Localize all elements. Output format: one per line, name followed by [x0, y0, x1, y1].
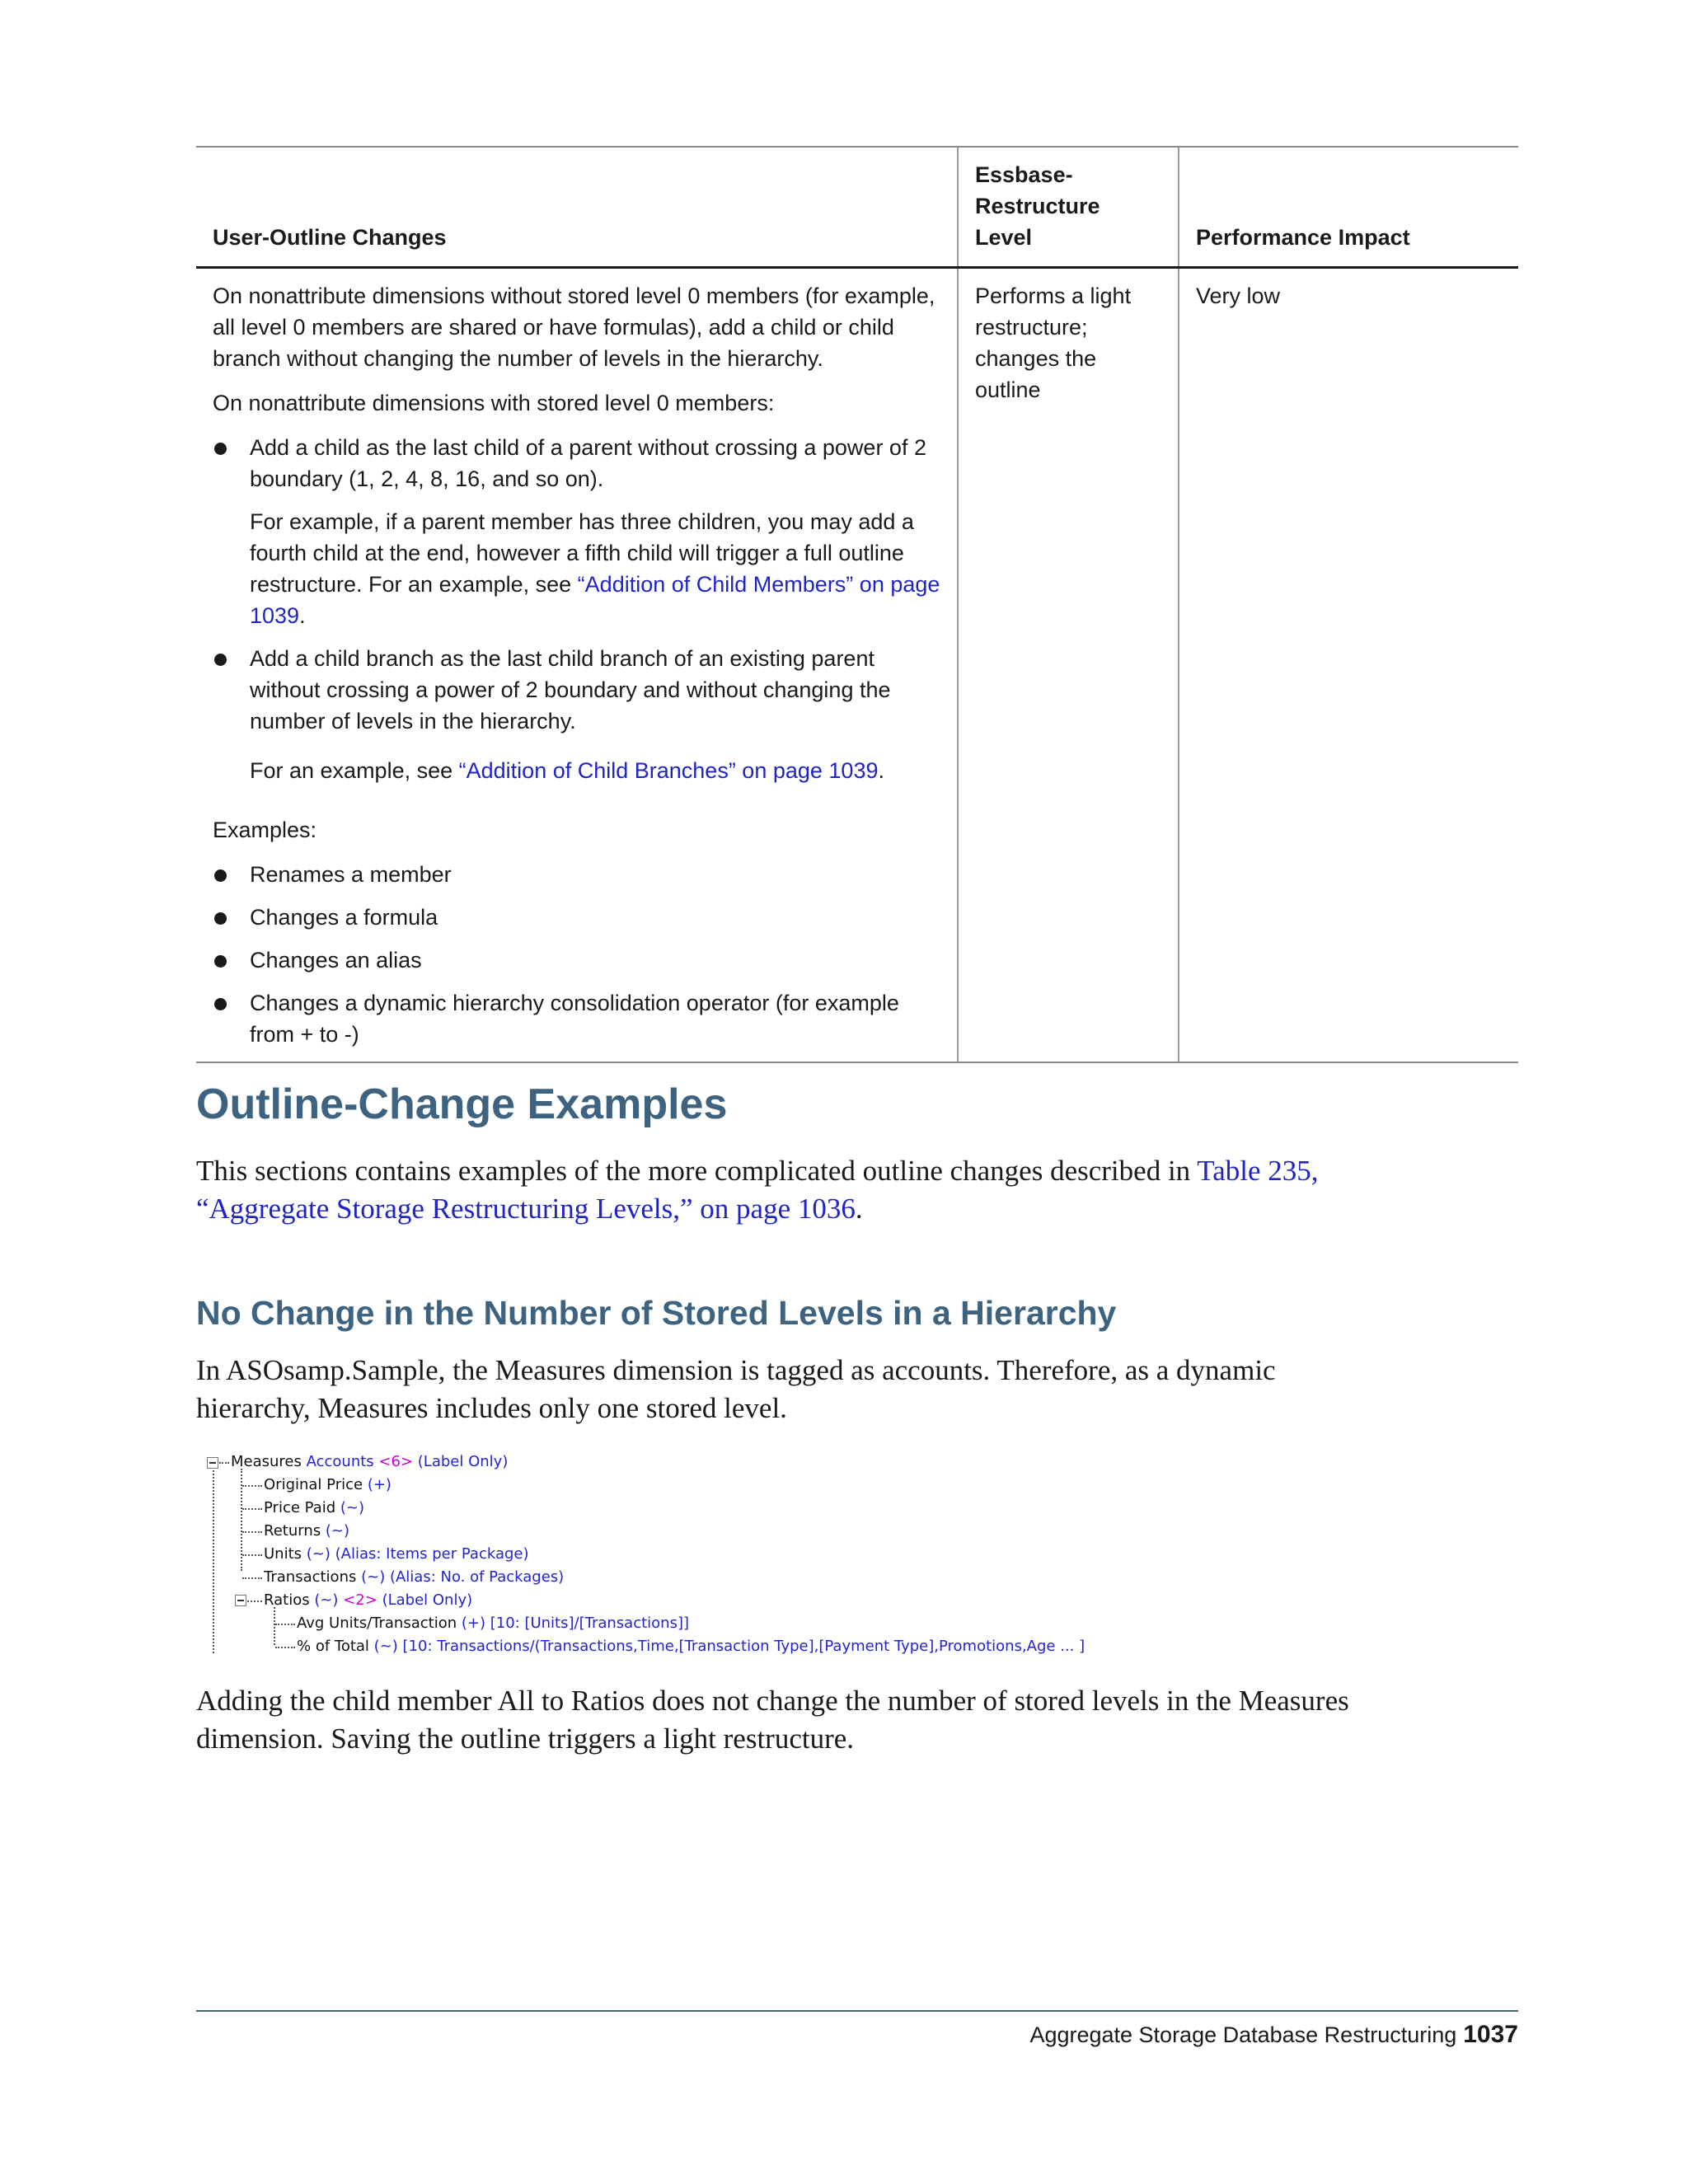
cell-paragraph: On nonattribute dimensions with stored level 0 members:	[213, 391, 775, 415]
member-op: (~)	[314, 1591, 339, 1609]
list-item: Changes a dynamic hierarchy consolidation operator (for example from + to -)	[213, 987, 942, 1050]
list-item	[213, 643, 942, 786]
outline-root[interactable]	[231, 1451, 508, 1474]
outline-tree	[201, 1451, 1190, 1661]
examples-label: Examples:	[213, 818, 317, 842]
link-addition-child-branches[interactable]: “Addition of Child Branches” on page 1039	[458, 758, 879, 783]
header-user-outline-changes: User-Outline Changes	[196, 147, 958, 268]
member-label: (Label Only)	[382, 1591, 473, 1609]
member-op: (~)	[373, 1638, 398, 1655]
outline-item-pct-of-total[interactable]	[297, 1635, 1085, 1658]
member-op: (~)	[325, 1522, 349, 1540]
member-name: Transactions	[264, 1568, 357, 1586]
outline-item-ratios[interactable]	[264, 1589, 472, 1612]
collapse-box-icon[interactable]	[235, 1595, 246, 1606]
footer-title: Aggregate Storage Database Restructuring	[1029, 2022, 1457, 2047]
subtext-lead: For example, if a parent member has three children, you may add a fourth child at the end, however a fifth child will trigger a full outline restructure. For an example, see	[250, 509, 914, 597]
list-item: Renames a member	[213, 859, 942, 890]
section-paragraph: This sections contains examples of the more complicated outline changes described in Table 235, “Aggregate Storage Restructuring Levels,” on page 1036.	[196, 1155, 1319, 1225]
outline-item-price-paid[interactable]	[264, 1497, 364, 1520]
page-number: 1037	[1463, 2021, 1518, 2048]
outline-item-returns[interactable]	[264, 1520, 349, 1543]
link-addition-child-members[interactable]: “Addition of Child Members” on page 1039	[250, 572, 940, 628]
header-performance-impact: Performance Impact	[1179, 147, 1518, 268]
member-op: (~)	[340, 1499, 365, 1516]
member-name: Units	[264, 1545, 302, 1563]
closing-paragraph: Adding the child member All to Ratios does not change the number of stored levels in the Measures dimension. Saving the outline triggers a light restructure.	[196, 1685, 1349, 1755]
outline-item-units[interactable]	[264, 1543, 529, 1566]
member-alias: (Alias: No. of Packages)	[389, 1568, 565, 1586]
member-label: (Label Only)	[417, 1453, 509, 1470]
section-paragraph-lead: This sections contains examples of the more complicated outline changes described in	[196, 1155, 1198, 1187]
outline-item-original-price[interactable]	[264, 1474, 392, 1497]
bullet-text: Add a child branch as the last child branch of an existing parent without crossing a power of 2 boundary and without changing the number of levels in the hierarchy.	[250, 646, 891, 733]
bullet-text: Add a child as the last child of a parent without crossing a power of 2 boundary (1, 2, 4, 8, 16, and so on).	[250, 435, 926, 491]
subsection-title: No Change in the Number of Stored Levels in a Hierarchy	[196, 1294, 1117, 1332]
member-name: Original Price	[264, 1476, 363, 1493]
bullet-list	[213, 432, 942, 786]
restructure-table	[196, 146, 1518, 1063]
member-op: (~)	[361, 1568, 386, 1586]
header-restructure-level: Essbase- Restructure Level	[958, 147, 1179, 268]
cell-changes	[196, 268, 958, 1063]
subtext-lead: For an example, see	[250, 758, 459, 783]
collapse-box-icon[interactable]	[207, 1457, 218, 1469]
bullet-subtext: For an example, see “Addition of Child Branches” on page 1039.	[250, 758, 884, 783]
list-item: Changes a formula	[213, 902, 942, 933]
member-name: Price Paid	[264, 1499, 336, 1516]
subsection-paragraph: In ASOsamp.Sample, the Measures dimension is tagged as accounts. Therefore, as a dynamic hierarchy, Measures includes only one stored level.	[196, 1354, 1276, 1424]
page-footer	[1029, 2021, 1518, 2049]
member-formula: [10: Transactions/(Transactions,Time,[Transaction Type],[Payment Type],Promotions,Age ... ]	[402, 1638, 1085, 1655]
table-row	[196, 268, 1518, 1063]
member-alias: (Alias: Items per Package)	[335, 1545, 529, 1563]
list-item: Changes an alias	[213, 944, 942, 976]
member-name: Avg Units/Transaction	[297, 1615, 457, 1632]
examples-list	[213, 859, 942, 1050]
member-op: (+)	[461, 1615, 485, 1632]
outline-item-avg-units[interactable]	[297, 1612, 689, 1635]
member-tag: Accounts	[306, 1453, 374, 1470]
member-count: <2>	[343, 1591, 377, 1609]
member-name: Returns	[264, 1522, 321, 1540]
list-item	[213, 432, 942, 631]
outline-item-transactions[interactable]	[264, 1566, 564, 1589]
member-name: Ratios	[264, 1591, 310, 1609]
cell-paragraph: On nonattribute dimensions without stored level 0 members (for example, all level 0 members are shared or have formulas), add a child or child branch without changing the number of levels in the hierarchy.	[213, 284, 935, 371]
cell-impact: Very low	[1179, 268, 1518, 1063]
section-title: Outline-Change Examples	[196, 1080, 728, 1128]
member-count: <6>	[378, 1453, 414, 1470]
cell-level: Performs a light restructure; changes the outline	[958, 268, 1179, 1063]
member-op: (+)	[367, 1476, 392, 1493]
footer-divider	[196, 2010, 1518, 2012]
bullet-subtext: For example, if a parent member has three children, you may add a fourth child at the end, however a fifth child will trigger a full outline restructure. For an example, see “Addition of Child Members” on page 1039.	[250, 509, 940, 628]
member-op: (~)	[306, 1545, 331, 1563]
member-name: Measures	[231, 1453, 302, 1470]
link-table-235[interactable]: Table 235, “Aggregate Storage Restructuring Levels,” on page 1036	[196, 1155, 1319, 1225]
member-name: % of Total	[297, 1638, 369, 1655]
table-header-row	[196, 147, 1518, 268]
member-formula: [10: [Units]/[Transactions]]	[490, 1615, 689, 1632]
